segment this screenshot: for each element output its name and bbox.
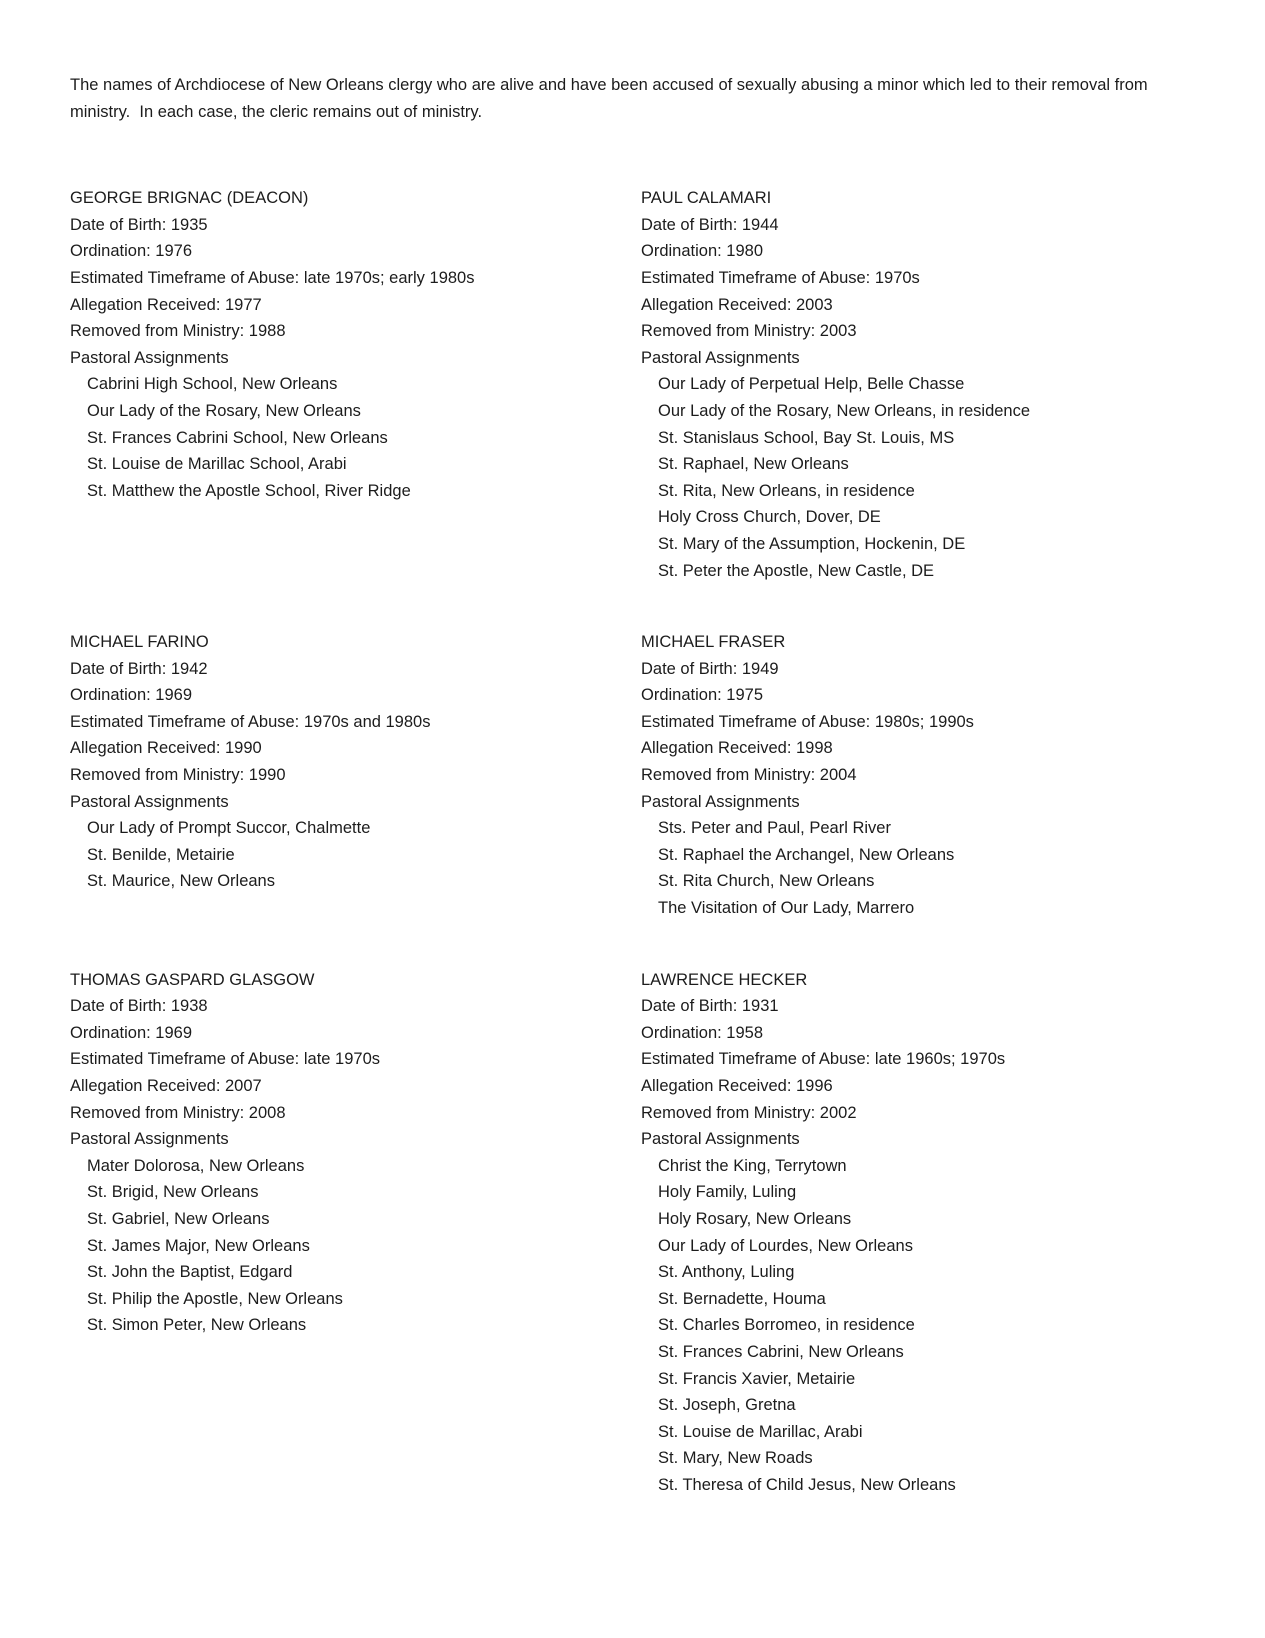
- pastoral-assignment: St. Frances Cabrini, New Orleans: [658, 1342, 904, 1361]
- pastoral-assignment: St. Simon Peter, New Orleans: [87, 1316, 307, 1335]
- clergy-detail: Removed from Ministry: 2002: [641, 1103, 857, 1122]
- clergy-detail: Removed from Ministry: 1988: [70, 322, 286, 341]
- clergy-entry: [641, 185, 1205, 584]
- clergy-detail: Ordination: 1980: [641, 242, 764, 261]
- pastoral-assignment: St. Matthew the Apostle School, River Ridge: [87, 481, 411, 500]
- clergy-entry: [70, 967, 641, 1339]
- clergy-detail: Allegation Received: 1977: [70, 295, 262, 314]
- pastoral-assignment: Mater Dolorosa, New Orleans: [87, 1156, 305, 1175]
- clergy-name: MICHAEL FRASER: [641, 633, 786, 652]
- clergy-entry: [641, 967, 1205, 1499]
- clergy-detail: Removed from Ministry: 2008: [70, 1103, 286, 1122]
- clergy-detail: Allegation Received: 1990: [70, 739, 262, 758]
- pastoral-assignment: Holy Rosary, New Orleans: [658, 1209, 852, 1228]
- pastoral-assignment: St. Theresa of Child Jesus, New Orleans: [658, 1475, 956, 1494]
- clergy-detail: Estimated Timeframe of Abuse: 1980s; 1990s: [641, 712, 974, 731]
- clergy-detail: Ordination: 1969: [70, 686, 193, 705]
- pastoral-assignment: St. Louise de Marillac, Arabi: [658, 1422, 863, 1441]
- pastoral-assignment: St. Rita Church, New Orleans: [658, 872, 875, 891]
- pastoral-assignment: St. Raphael, New Orleans: [658, 455, 849, 474]
- pastoral-assignment: St. Gabriel, New Orleans: [87, 1209, 270, 1228]
- pastoral-assignment: St. Philip the Apostle, New Orleans: [87, 1289, 343, 1308]
- pastoral-assignment: Our Lady of the Rosary, New Orleans, in residence: [658, 401, 1031, 420]
- clergy-detail: Ordination: 1976: [70, 242, 193, 261]
- pastoral-assignment: St. Maurice, New Orleans: [87, 872, 275, 891]
- pastoral-assignment: St. Frances Cabrini School, New Orleans: [87, 428, 388, 447]
- pastoral-assignment: Our Lady of Lourdes, New Orleans: [658, 1236, 913, 1255]
- clergy-detail: Date of Birth: 1949: [641, 659, 779, 678]
- clergy-detail: Estimated Timeframe of Abuse: late 1960s; 1970s: [641, 1050, 1006, 1069]
- pastoral-assignment: St. Peter the Apostle, New Castle, DE: [658, 561, 935, 580]
- pastoral-assignment: Christ the King, Terrytown: [658, 1156, 847, 1175]
- pastoral-assignment: St. John the Baptist, Edgard: [87, 1263, 293, 1282]
- pastoral-assignment: Sts. Peter and Paul, Pearl River: [658, 819, 891, 838]
- pastoral-assignment: St. James Major, New Orleans: [87, 1236, 310, 1255]
- clergy-detail: Date of Birth: 1944: [641, 215, 779, 234]
- pastoral-assignments-label: Pastoral Assignments: [70, 792, 229, 811]
- pastoral-assignments-label: Pastoral Assignments: [641, 792, 800, 811]
- clergy-detail: Ordination: 1969: [70, 1023, 193, 1042]
- clergy-detail: Date of Birth: 1935: [70, 215, 208, 234]
- pastoral-assignment: Holy Cross Church, Dover, DE: [658, 508, 881, 527]
- pastoral-assignment: St. Francis Xavier, Metairie: [658, 1369, 856, 1388]
- pastoral-assignment: St. Bernadette, Houma: [658, 1289, 826, 1308]
- clergy-detail: Date of Birth: 1942: [70, 659, 208, 678]
- clergy-detail: Removed from Ministry: 2003: [641, 322, 857, 341]
- pastoral-assignment: St. Charles Borromeo, in residence: [658, 1316, 915, 1335]
- pastoral-assignment: St. Brigid, New Orleans: [87, 1183, 259, 1202]
- clergy-detail: Allegation Received: 1998: [641, 739, 833, 758]
- clergy-detail: Date of Birth: 1938: [70, 997, 208, 1016]
- clergy-detail: Allegation Received: 2003: [641, 295, 833, 314]
- clergy-entry: [70, 629, 641, 895]
- pastoral-assignments-label: Pastoral Assignments: [70, 348, 229, 367]
- clergy-detail: Estimated Timeframe of Abuse: late 1970s: [70, 1050, 380, 1069]
- clergy-name: LAWRENCE HECKER: [641, 970, 808, 989]
- clergy-detail: Estimated Timeframe of Abuse: 1970s: [641, 268, 920, 287]
- pastoral-assignment: St. Benilde, Metairie: [87, 845, 235, 864]
- clergy-detail: Ordination: 1958: [641, 1023, 764, 1042]
- pastoral-assignments-label: Pastoral Assignments: [70, 1130, 229, 1149]
- clergy-detail: Removed from Ministry: 2004: [641, 766, 857, 785]
- clergy-detail: Date of Birth: 1931: [641, 997, 779, 1016]
- pastoral-assignment: The Visitation of Our Lady, Marrero: [658, 899, 915, 918]
- clergy-detail: Allegation Received: 2007: [70, 1077, 262, 1095]
- clergy-name: THOMAS GASPARD GLASGOW: [70, 970, 315, 989]
- clergy-list: [70, 185, 1205, 1498]
- pastoral-assignments-label: Pastoral Assignments: [641, 348, 800, 367]
- clergy-name: PAUL CALAMARI: [641, 189, 772, 208]
- clergy-entry: [70, 185, 641, 504]
- pastoral-assignment: St. Mary of the Assumption, Hockenin, DE: [658, 534, 966, 553]
- pastoral-assignment: Holy Family, Luling: [658, 1183, 797, 1202]
- clergy-name: MICHAEL FARINO: [70, 633, 209, 652]
- pastoral-assignment: St. Anthony, Luling: [658, 1263, 795, 1282]
- pastoral-assignment: Our Lady of Perpetual Help, Belle Chasse: [658, 375, 965, 394]
- pastoral-assignment: Our Lady of the Rosary, New Orleans: [87, 401, 361, 420]
- pastoral-assignment: St. Mary, New Roads: [658, 1449, 813, 1468]
- intro-paragraph: The names of Archdiocese of New Orleans clergy who are alive and have been accused of sexually abusing a minor which led to their removal from ministry. In each case, the cleric remains out of ministry.: [70, 76, 1153, 121]
- clergy-detail: Allegation Received: 1996: [641, 1077, 833, 1095]
- clergy-detail: Ordination: 1975: [641, 686, 764, 705]
- clergy-entry: [641, 629, 1205, 922]
- pastoral-assignment: Our Lady of Prompt Succor, Chalmette: [87, 819, 371, 838]
- clergy-name: GEORGE BRIGNAC (DEACON): [70, 189, 309, 208]
- clergy-detail: Estimated Timeframe of Abuse: late 1970s; early 1980s: [70, 268, 475, 287]
- pastoral-assignment: St. Stanislaus School, Bay St. Louis, MS: [658, 428, 955, 447]
- pastoral-assignment: St. Rita, New Orleans, in residence: [658, 481, 915, 500]
- pastoral-assignment: Cabrini High School, New Orleans: [87, 375, 338, 394]
- pastoral-assignment: St. Joseph, Gretna: [658, 1396, 796, 1415]
- clergy-detail: Removed from Ministry: 1990: [70, 766, 286, 785]
- clergy-detail: Estimated Timeframe of Abuse: 1970s and 1980s: [70, 712, 431, 731]
- pastoral-assignments-label: Pastoral Assignments: [641, 1130, 800, 1149]
- pastoral-assignment: St. Raphael the Archangel, New Orleans: [658, 845, 955, 864]
- pastoral-assignment: St. Louise de Marillac School, Arabi: [87, 455, 347, 474]
